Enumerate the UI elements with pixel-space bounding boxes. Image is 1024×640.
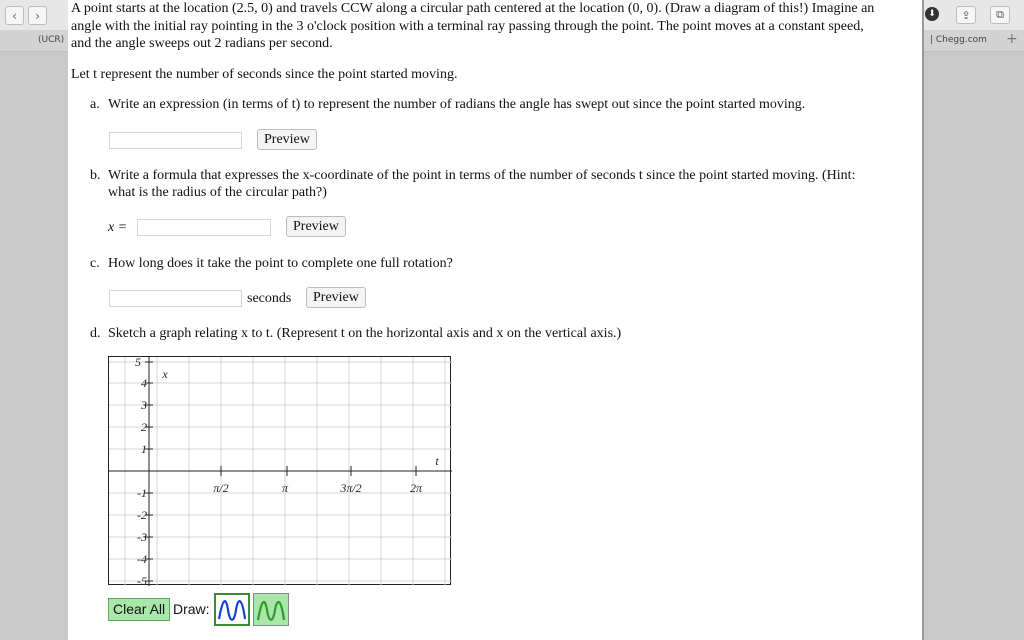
back-icon: ‹ [12,8,17,23]
part-b-answer-input[interactable] [137,219,271,236]
page-edge [922,0,924,640]
y-tick-label-neg3: -3 [137,530,147,544]
back-button[interactable] [5,6,24,25]
draw-tool-sine-alt[interactable] [253,593,289,626]
part-c-answer-input[interactable] [109,290,242,307]
part-b-question-line-2: what is the radius of the circular path?) [108,185,327,200]
sketch-graph-canvas[interactable] [108,356,451,585]
problem-intro-line-3: and the angle sweeps out 2 radians per second. [71,36,333,51]
part-a-preview-button[interactable]: Preview [257,129,317,150]
x-tick-label-3pi-over-2: 3π/2 [340,481,362,495]
part-b-preview-button[interactable]: Preview [286,216,346,237]
part-a-answer-input[interactable] [109,132,242,149]
graph-svg [109,357,452,586]
let-statement: Let t represent the number of seconds since the point started moving. [71,67,458,82]
part-b-marker: b. [90,168,101,183]
forward-icon: › [35,8,40,23]
y-tick-label-4: 4 [141,376,147,390]
download-icon[interactable]: ⬇ [925,7,939,21]
x-tick-label-pi: π [281,481,289,495]
y-tick-label-neg2: -2 [137,508,147,522]
y-tick-label-1: 1 [141,442,147,456]
share-button[interactable] [956,6,976,24]
clear-all-button[interactable]: Clear All [108,598,170,621]
y-axis-label: x [162,367,168,381]
y-tick-label-5: 5 [135,357,141,369]
new-tab-button[interactable]: + [1006,31,1018,47]
part-c-unit-label: seconds [247,291,292,306]
x-tick-label-2pi: 2π [409,481,423,495]
part-a-question: Write an expression (in terms of t) to represent the number of radians the angle has swept out since the point started moving. [108,97,806,112]
x-axis-label: t [435,454,439,468]
sine-wave-icon [216,595,248,624]
tabs-overview-button[interactable] [990,6,1010,24]
problem-intro-line-1: A point starts at the location (2.5, 0) and travels CCW along a circular path centered at the location (0, 0). (Draw a diagram of this!) Imagine an [71,1,875,16]
draw-tool-sine-selected[interactable] [214,593,250,626]
y-tick-label-neg5: -5 [137,574,147,586]
y-tick-label-neg1: -1 [137,486,147,500]
y-tick-label-neg4: -4 [137,552,147,566]
sine-wave-alt-icon [254,594,288,625]
y-tick-label-3: 3 [141,398,147,412]
browser-tab-left[interactable]: (UCR) [38,35,65,45]
page-gutter-right [923,52,1024,640]
draw-label: Draw: [173,601,210,617]
part-b-lhs: x = [108,220,128,235]
part-c-preview-button[interactable]: Preview [306,287,366,308]
share-icon: ⇪ [961,8,971,22]
part-c-question: How long does it take the point to complete one full rotation? [108,256,453,271]
part-d-question: Sketch a graph relating x to t. (Represent t on the horizontal axis and x on the vertical axis.) [108,326,622,341]
tabs-icon: ⧉ [996,8,1004,21]
browser-tab-chegg[interactable]: | Chegg.com [930,35,987,45]
part-d-marker: d. [90,326,101,341]
part-c-marker: c. [90,256,100,271]
part-a-marker: a. [90,97,100,112]
x-tick-label-pi-over-2: π/2 [213,481,229,495]
part-b-question-line-1: Write a formula that expresses the x-coordinate of the point in terms of the number of seconds t since the point started moving. (Hint: [108,168,856,183]
problem-intro-line-2: angle with the initial ray pointing in the 3 o'clock position with a terminal ray passing through the point. The point moves at a constant speed, [71,19,864,34]
y-tick-label-2: 2 [141,420,147,434]
forward-button[interactable] [28,6,47,25]
